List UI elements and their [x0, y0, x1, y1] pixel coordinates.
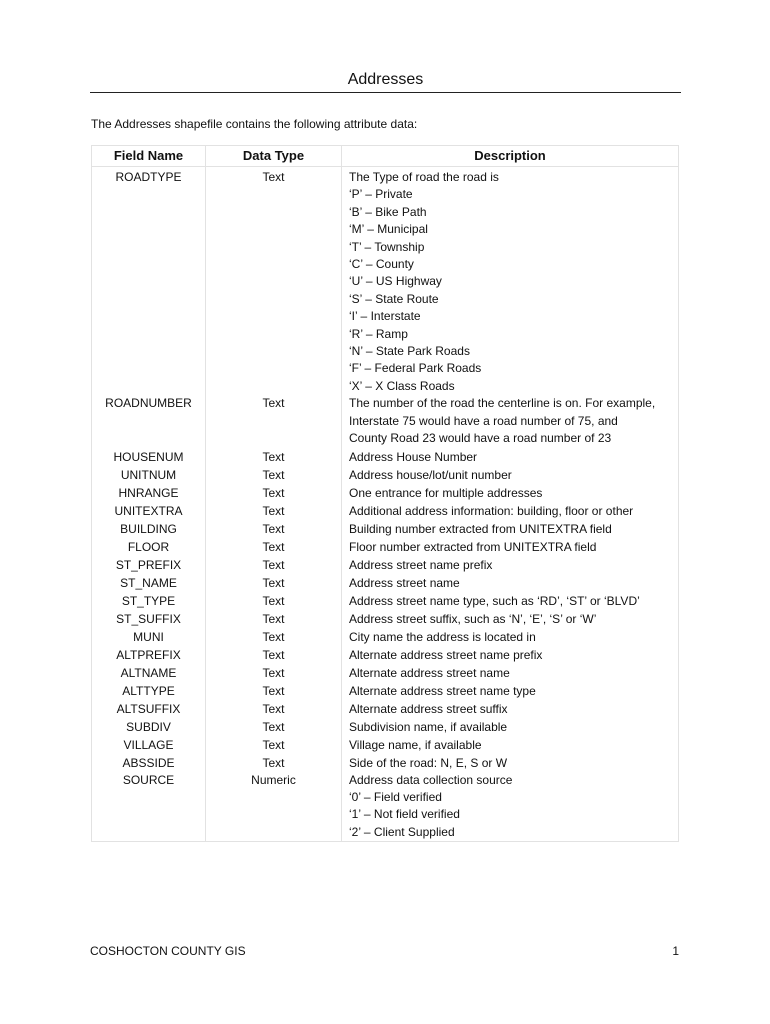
data-type-cell: Text	[206, 448, 342, 466]
data-type-cell: Text	[206, 646, 342, 664]
description-cell: Address street name type, such as ‘RD’, ‘ST’ or ‘BLVD’	[342, 592, 679, 610]
description-cell: Address street name prefix	[342, 556, 679, 574]
data-type-cell: Text	[206, 628, 342, 646]
data-type-cell: Text	[206, 556, 342, 574]
data-type-cell: Numeric	[206, 772, 342, 842]
table-row	[92, 646, 679, 664]
field-name-cell: SUBDIV	[92, 718, 206, 736]
description-cell: Address House Number	[342, 448, 679, 466]
description-line: The Type of road the road is	[349, 170, 499, 184]
description-line: Interstate 75 would have a road number of 75, and	[349, 413, 618, 428]
description-cell: Village name, if available	[342, 736, 679, 754]
data-type-cell: Text	[206, 466, 342, 484]
description-line: ‘0’ – Field verified	[349, 789, 442, 804]
data-type-cell: Text	[206, 664, 342, 682]
table-row	[92, 484, 679, 502]
description-cell: Floor number extracted from UNITEXTRA field	[342, 538, 679, 556]
field-name-cell: HNRANGE	[92, 484, 206, 502]
table-header-row	[92, 146, 679, 167]
field-name-cell: ST_NAME	[92, 574, 206, 592]
field-name-cell: ST_TYPE	[92, 592, 206, 610]
description-cell: Address street suffix, such as ‘N’, ‘E’, ‘S’ or ‘W’	[342, 610, 679, 628]
field-name-cell: SOURCE	[92, 772, 206, 842]
description-line: ‘N’ – State Park Roads	[349, 344, 470, 359]
table-row	[92, 628, 679, 646]
description-line: ‘X’ – X Class Roads	[349, 378, 455, 393]
field-name-cell: ROADTYPE	[92, 167, 206, 396]
field-name-cell: HOUSENUM	[92, 448, 206, 466]
description-cell: Subdivision name, if available	[342, 718, 679, 736]
table-row-roadnumber	[92, 395, 679, 447]
data-type-cell: Text	[206, 502, 342, 520]
header-field-name: Field Name	[92, 146, 206, 167]
description-cell: Address street name	[342, 574, 679, 592]
table-row	[92, 700, 679, 718]
field-name-cell: ST_PREFIX	[92, 556, 206, 574]
data-type-cell: Text	[206, 610, 342, 628]
description-line: ‘C’ – County	[349, 257, 414, 272]
field-name-cell: UNITNUM	[92, 466, 206, 484]
description-line: ‘U’ – US Highway	[349, 274, 442, 289]
table-row	[92, 502, 679, 520]
data-type-cell: Text	[206, 538, 342, 556]
description-line: ‘B’ – Bike Path	[349, 204, 427, 219]
page-title: Addresses	[347, 71, 424, 88]
description-line: County Road 23 would have a road number of 23	[349, 431, 612, 446]
table-row	[92, 718, 679, 736]
field-name-cell: ALTPREFIX	[92, 646, 206, 664]
table-row	[92, 574, 679, 592]
table-row	[92, 466, 679, 484]
attribute-table	[91, 145, 679, 842]
intro-text: The Addresses shapefile contains the following attribute data:	[91, 117, 418, 131]
description-cell: Address house/lot/unit number	[342, 466, 679, 484]
data-type-cell: Text	[206, 736, 342, 754]
field-name-cell: ALTTYPE	[92, 682, 206, 700]
description-cell	[342, 395, 679, 447]
description-line: The number of the road the centerline is on. For example,	[349, 396, 656, 411]
description-cell	[342, 772, 679, 842]
field-name-cell: ST_SUFFIX	[92, 610, 206, 628]
data-type-cell: Text	[206, 718, 342, 736]
description-line: ‘T’ – Township	[349, 239, 425, 254]
table-row	[92, 610, 679, 628]
field-name-cell: ROADNUMBER	[92, 395, 206, 447]
description-cell: Alternate address street name	[342, 664, 679, 682]
description-cell: Alternate address street name type	[342, 682, 679, 700]
description-line: ‘R’ – Ramp	[349, 326, 408, 341]
data-type-cell: Text	[206, 520, 342, 538]
field-name-cell: ALTSUFFIX	[92, 700, 206, 718]
description-line: ‘2’ – Client Supplied	[349, 824, 455, 839]
field-name-cell: FLOOR	[92, 538, 206, 556]
table-row	[92, 664, 679, 682]
data-type-cell: Text	[206, 682, 342, 700]
table-row	[92, 736, 679, 754]
title-underline	[90, 92, 681, 93]
description-line: ‘M’ – Municipal	[349, 222, 428, 237]
table-row-roadtype	[92, 167, 679, 396]
description-cell	[342, 167, 679, 396]
data-type-cell: Text	[206, 484, 342, 502]
table-row	[92, 538, 679, 556]
description-cell: Alternate address street name prefix	[342, 646, 679, 664]
data-type-cell: Text	[206, 592, 342, 610]
header-description: Description	[342, 146, 679, 167]
header-data-type: Data Type	[206, 146, 342, 167]
table-row	[92, 682, 679, 700]
description-line: Address data collection source	[349, 772, 513, 787]
table-row	[92, 520, 679, 538]
page-number: 1	[672, 944, 679, 958]
table-row	[92, 556, 679, 574]
description-cell: Side of the road: N, E, S or W	[342, 754, 679, 772]
field-name-cell: UNITEXTRA	[92, 502, 206, 520]
description-cell: City name the address is located in	[342, 628, 679, 646]
description-line: ‘S’ – State Route	[349, 291, 439, 306]
description-cell: Alternate address street suffix	[342, 700, 679, 718]
description-cell: Additional address information: building, floor or other	[342, 502, 679, 520]
field-name-cell: ALTNAME	[92, 664, 206, 682]
table-row	[92, 448, 679, 466]
field-name-cell: MUNI	[92, 628, 206, 646]
table-row-source	[92, 772, 679, 842]
description-cell: Building number extracted from UNITEXTRA field	[342, 520, 679, 538]
field-name-cell: BUILDING	[92, 520, 206, 538]
field-name-cell: VILLAGE	[92, 736, 206, 754]
description-line: ‘1’ – Not field verified	[349, 807, 460, 822]
description-line: ‘F’ – Federal Park Roads	[349, 361, 482, 376]
data-type-cell: Text	[206, 754, 342, 772]
data-type-cell: Text	[206, 700, 342, 718]
table-row	[92, 592, 679, 610]
description-cell: One entrance for multiple addresses	[342, 484, 679, 502]
description-line: ‘I’ – Interstate	[349, 309, 421, 324]
table-row	[92, 754, 679, 772]
data-type-cell: Text	[206, 167, 342, 396]
field-name-cell: ABSSIDE	[92, 754, 206, 772]
description-line: ‘P’ – Private	[349, 187, 413, 202]
footer-organization: COSHOCTON COUNTY GIS	[90, 944, 246, 958]
data-type-cell: Text	[206, 574, 342, 592]
data-type-cell: Text	[206, 395, 342, 447]
